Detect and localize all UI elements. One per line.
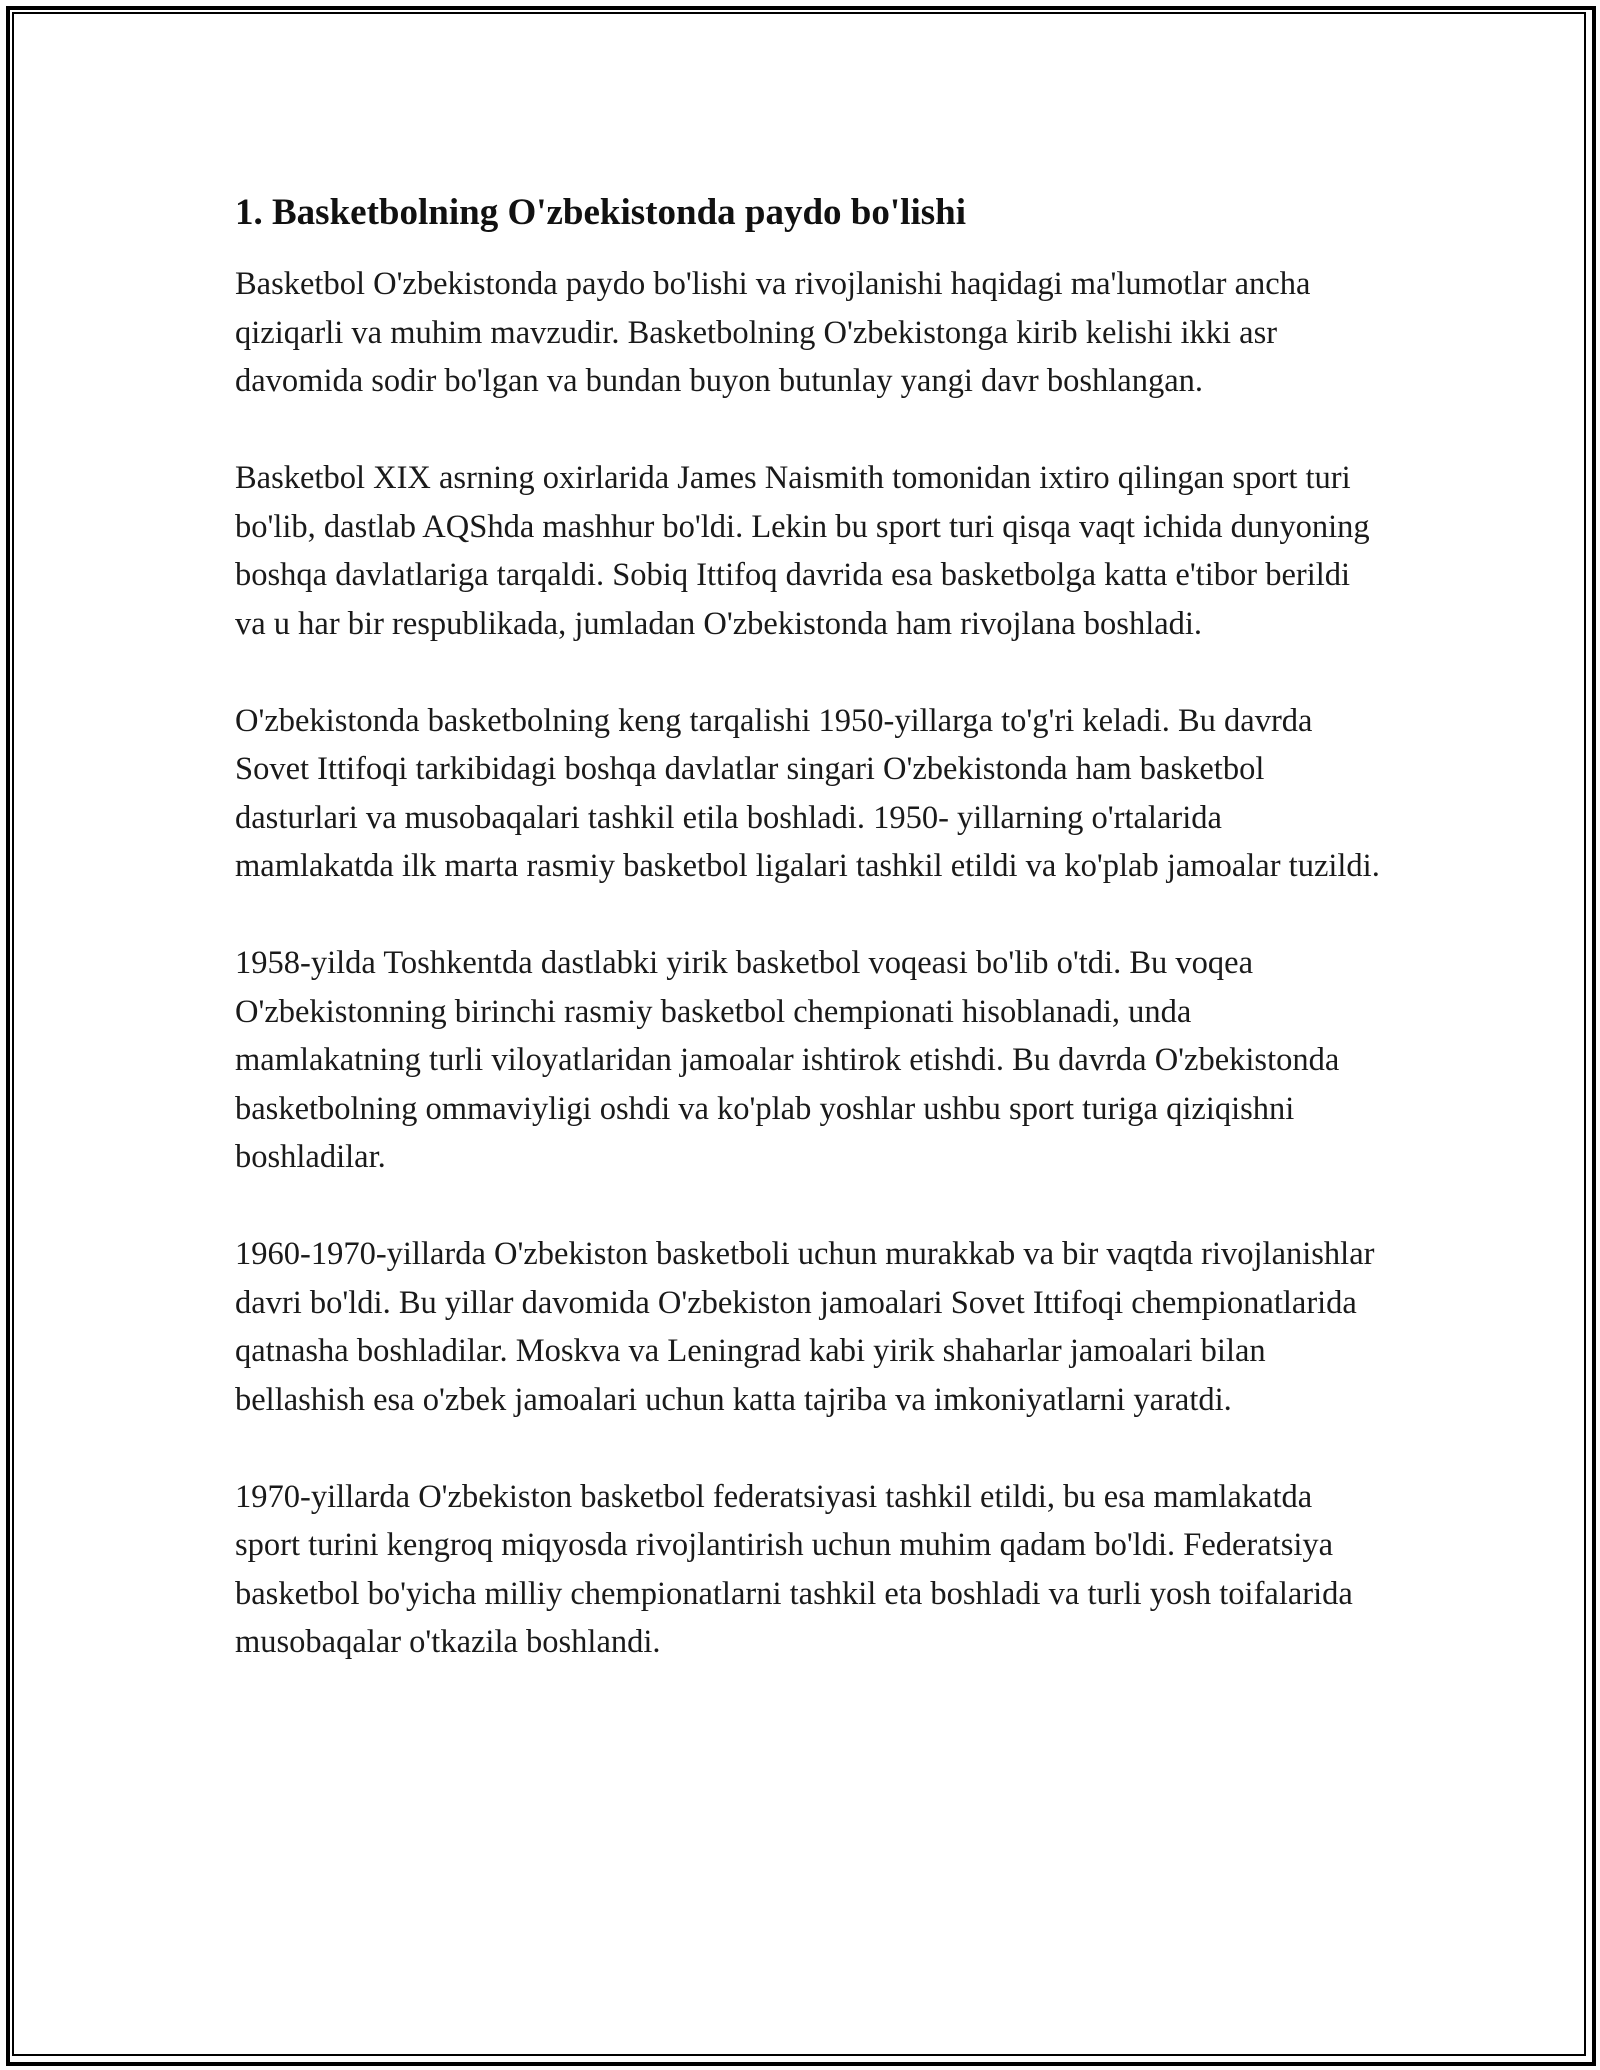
- paragraph-2: Basketbol XIX asrning oxirlarida James Naismith tomonidan ixtiro qilingan sport turi bo'lib, dastlab AQShda mashhur bo'ldi. Lekin bu sport turi qisqa vaqt ichida dunyoning boshqa davlatlariga tarqaldi. Sobiq Ittifoq davrida esa basketbolga katta e'tibor berildi va u har bir respublikada, jumladan O'zbekistonda ham rivojlana boshladi.: [235, 460, 1370, 642]
- paragraph-3: O'zbekistonda basketbolning keng tarqalishi 1950-yillarga to'g'ri keladi. Bu davrda Sovet Ittifoqi tarkibidagi boshqa davlatlar singari O'zbekistonda ham basketbol dasturlari va musobaqalari tashkil etila boshladi. 1950- yillarning o'rtalarida mamlakatda ilk marta rasmiy basketbol ligalari tashkil etildi va ko'plab jamoalar tuzildi.: [235, 702, 1380, 884]
- section-heading: 1. Basketbolning O'zbekistonda paydo bo'lishi: [235, 192, 966, 233]
- document-body: [235, 188, 1385, 1715]
- paragraph-4: 1958-yilda Toshkentda dastlabki yirik basketbol voqeasi bo'lib o'tdi. Bu voqea O'zbekistonning birinchi rasmiy basketbol chempionati hisoblanadi, unda mamlakatning turli viloyatlaridan jamoalar ishtirok etishdi. Bu davrda O'zbekistonda basketbolning ommaviyligi oshdi va ko'plab yoshlar ushbu sport turiga qiziqishni boshladilar.: [235, 945, 1340, 1175]
- paragraph-6: 1970-yillarda O'zbekiston basketbol federatsiyasi tashkil etildi, bu esa mamlakatda sport turini kengroq miqyosda rivojlantirish uchun muhim qadam bo'ldi. Federatsiya basketbol bo'yicha milliy chempionatlarni tashkil eta boshladi va turli yosh toifalarida musobaqalar o'tkazila boshlandi.: [235, 1478, 1353, 1660]
- paragraph-1: Basketbol O'zbekistonda paydo bo'lishi va rivojlanishi haqidagi ma'lumotlar ancha qiziqarli va muhim mavzudir. Basketbolning O'zbekistonga kirib kelishi ikki asr davomida sodir bo'lgan va bundan buyon butunlay yangi davr boshlangan.: [235, 266, 1311, 399]
- paragraph-5: 1960-1970-yillarda O'zbekiston basketboli uchun murakkab va bir vaqtda rivojlanishlar davri bo'ldi. Bu yillar davomida O'zbekiston jamoalari Sovet Ittifoqi chempionatlarida qatnasha boshladilar. Moskva va Leningrad kabi yirik shaharlar jamoalari bilan bellashish esa o'zbek jamoalari uchun katta tajriba va imkoniyatlarni yaratdi.: [235, 1236, 1375, 1418]
